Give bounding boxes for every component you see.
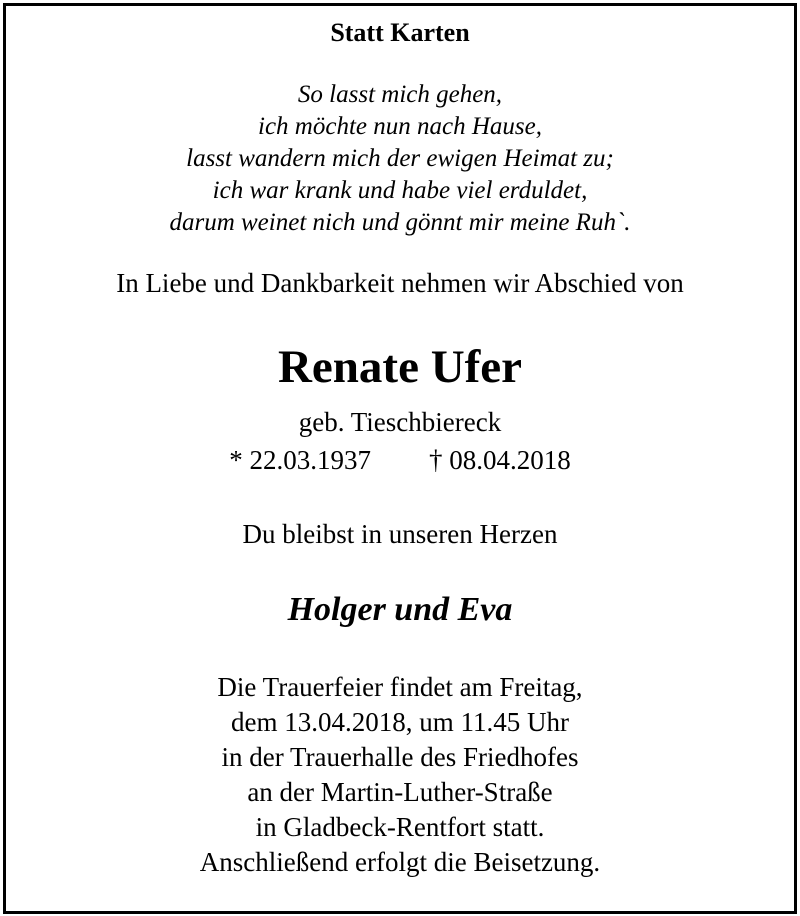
birth-date: * 22.03.1937 bbox=[229, 445, 371, 475]
poem-line: darum weinet nich und gönnt mir meine Ruh`. bbox=[169, 209, 631, 236]
motto-text: Du bleibst in unseren Herzen bbox=[242, 519, 558, 549]
poem-line: ich war krank und habe viel erduldet, bbox=[212, 177, 588, 204]
funeral-notice-line: Anschließend erfolgt die Beisetzung. bbox=[199, 847, 601, 877]
intro-text: In Liebe und Dankbarkeit nehmen wir Abschied von bbox=[116, 268, 684, 298]
signers-names: Holger und Eva bbox=[287, 591, 513, 628]
funeral-notice-line: dem 13.04.2018, um 11.45 Uhr bbox=[231, 707, 569, 737]
funeral-notice-line: an der Martin-Luther-Straße bbox=[247, 777, 553, 807]
poem-line: ich möchte nun nach Hause, bbox=[258, 113, 542, 140]
life-dates bbox=[0, 447, 800, 474]
funeral-notice-line: in der Trauerhalle des Friedhofes bbox=[221, 742, 579, 772]
deceased-name: Renate Ufer bbox=[277, 341, 523, 393]
header-title: Statt Karten bbox=[330, 18, 470, 47]
birth-name: geb. Tieschbiereck bbox=[298, 407, 502, 437]
death-date: † 08.04.2018 bbox=[429, 445, 571, 475]
poem-line: So lasst mich gehen, bbox=[297, 81, 503, 108]
poem-line: lasst wandern mich der ewigen Heimat zu; bbox=[186, 145, 614, 172]
funeral-notice-line: Die Trauerfeier findet am Freitag, bbox=[217, 672, 583, 702]
funeral-notice-line: in Gladbeck-Rentfort statt. bbox=[255, 812, 545, 842]
